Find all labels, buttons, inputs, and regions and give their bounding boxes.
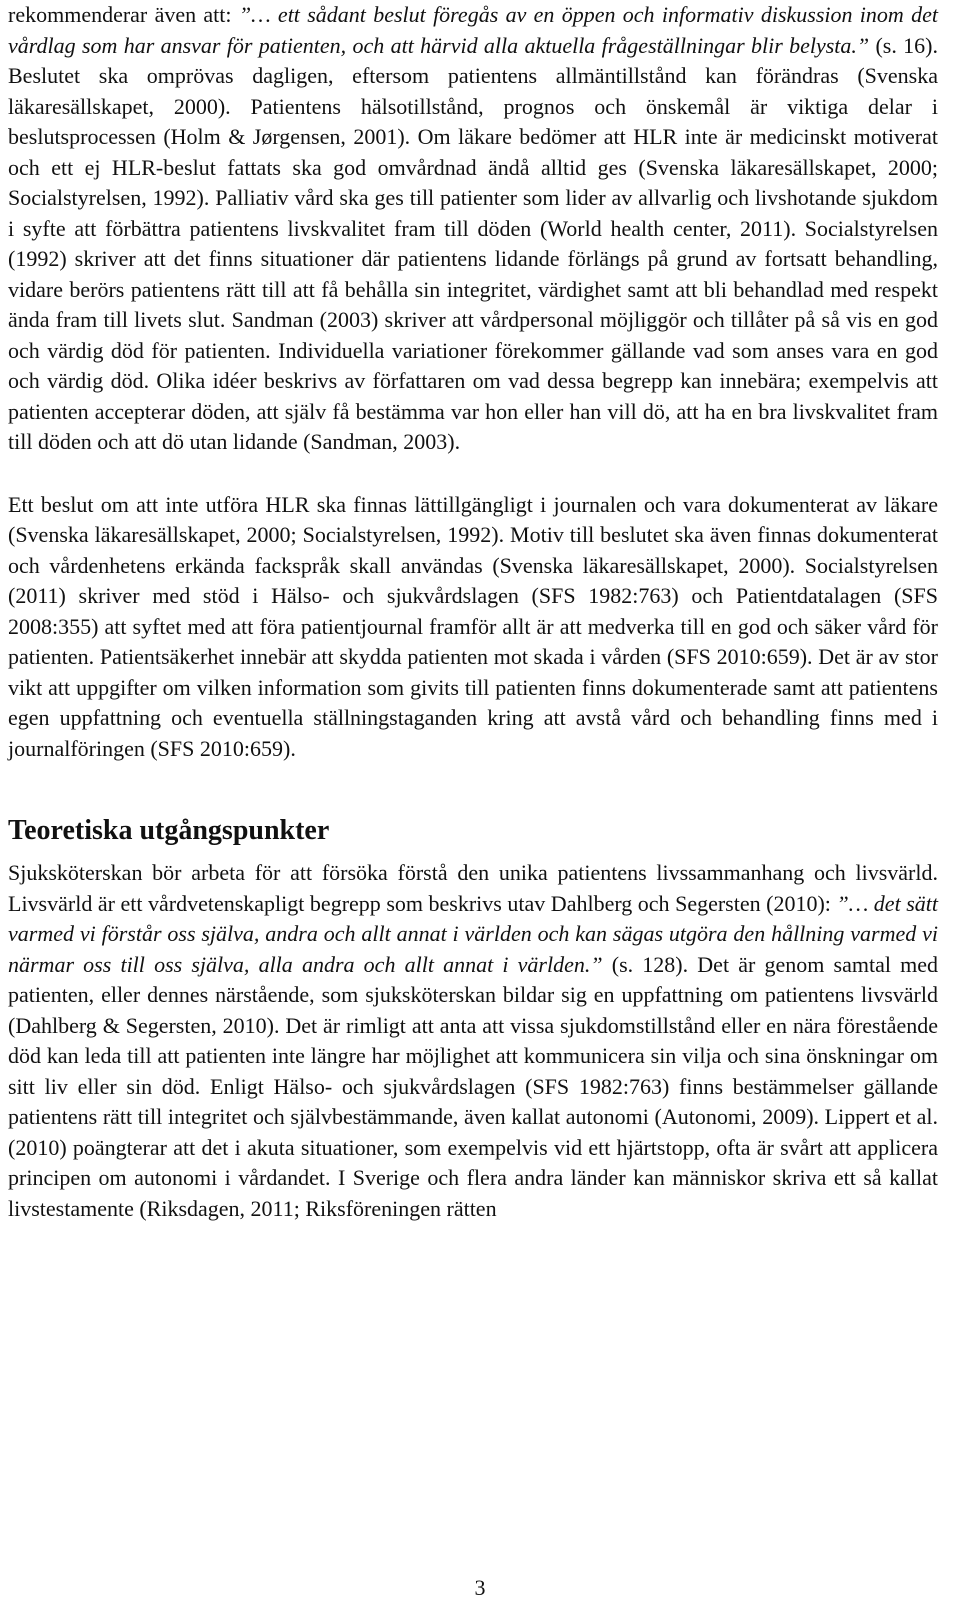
page-number: 3 — [474, 1575, 486, 1600]
body-paragraph-documentation — [8, 490, 938, 765]
body-paragraph-hlr-decision — [8, 0, 938, 458]
section-heading: Teoretiska utgångspunkter — [8, 815, 330, 846]
paragraph-text-segment: (s. 16). Beslutet ska omprövas dagligen, eftersom patientens allmäntillstånd kan förändras (Svenska läkaresällskapet, 2000). Patientens hälsotillstånd, prognos och önskemål är viktiga delar i beslutsprocessen (Holm & Jørgensen, 2001). Om läkare bedömer att HLR inte är medicinskt motiverat och ett ej HLR-beslut fattats ska god omvårdnad ändå alltid ges (Svenska läkaresällskapet, 2000; Socialstyrelsen, 1992). Palliativ vård ska ges till patienter som lider av allvarlig och livshotande sjukdom i syfte att förbättra patientens livskvalitet fram till döden (World health center, 2011). Socialstyrelsen (1992) skriver att det finns situationer där patientens lidande förlängs på grund av fortsatt behandling, vidare berörs patientens rätt till att få behålla sin integritet, värdighet samt att bli behandlad med respekt ända fram till livets slut. Sandman (2003) skriver att vårdpersonal möjliggör och tillåter på så vis en god och värdig död för patienten. Individuella variationer förekommer gällande vad som anses vara en god och värdig död. Olika idéer beskrivs av författaren om vad dessa begrepp kan innebära; exempelvis att patienten accepterar döden, att själv få bestämma var hon eller han vill dö, att ha en bra livskvalitet fram till döden och att dö utan lidande (Sandman, 2003). — [8, 32, 938, 454]
quoted-citation: ”… det sätt varmed vi förstår oss själva, andra och allt annat i världen och kan sägas utgöra den hållning varmed vi närmar oss till oss själva, alla andra och allt annat i världen.” — [8, 890, 938, 977]
paragraph-text-segment: (s. 128). Det är genom samtal med patienten, eller dennes närstående, som sjuksköterskan bildar sig en uppfattning om patientens livsvärld (Dahlberg & Segersten, 2010). Det är rimligt att anta att vissa sjukdomstillstånd eller en nära förestående död kan leda till att patienten inte längre har möjlighet att kommunicera sin vilja och sina önskningar om sitt liv eller sin död. Enligt Hälso- och sjukvårdslagen (SFS 1982:763) finns bestämmelser gällande patientens rätt till integritet och självbestämmande, även kallat autonomi (Autonomi, 2009). Lippert et al. (2010) poängterar att det i akuta situationer, som exempelvis vid ett hjärtstopp, ofta är svårt att applicera principen om autonomi i vårdandet. I Sverige och flera andra länder kan människor skriva ett så kallat livstestamente (Riksdagen, 2011; Riksföreningen rätten — [8, 951, 938, 1221]
quoted-citation: ”… ett sådant beslut föregås av en öppen och informativ diskussion inom det vårdlag som har ansvar för patienten, och att härvid alla aktuella frågeställningar blir belysta.” — [8, 2, 938, 58]
paragraph-text-segment: Sjuksköterskan bör arbeta för att försöka förstå den unika patientens livssammanhang och livsvärld. Livsvärld är ett vårdvetenskapligt begrepp som beskrivs utav Dahlberg och Segersten (2010): — [8, 860, 938, 916]
paragraph-text-segment: Ett beslut om att inte utföra HLR ska finnas lättillgängligt i journalen och vara dokumenterat av läkare (Svenska läkaresällskapet, 2000; Socialstyrelsen, 1992). Motiv till beslutet ska även finnas dokumenterat och vårdenhetens erkända fackspråk skall användas (Svenska läkaresällskapet, 2000). Socialstyrelsen (2011) skriver med stöd i Hälso- och sjukvårdslagen (SFS 1982:763) och Patientdatalagen (SFS 2008:355) att syftet med att föra patientjournal framför allt är att medverka till en god och säker vård för patienten. Patientsäkerhet innebär att skydda patienten mot skada i vården (SFS 2010:659). Det är av stor vikt att uppgifter om vilken information som givits till patienten finns dokumenterade samt att patientens egen uppfattning och eventuella ställningstaganden kring att avstå vård och behandling finns med i journalföringen (SFS 2010:659). — [8, 491, 938, 761]
paragraph-text-segment: rekommenderar även att: — [8, 2, 239, 27]
body-paragraph-theory — [8, 858, 938, 1224]
